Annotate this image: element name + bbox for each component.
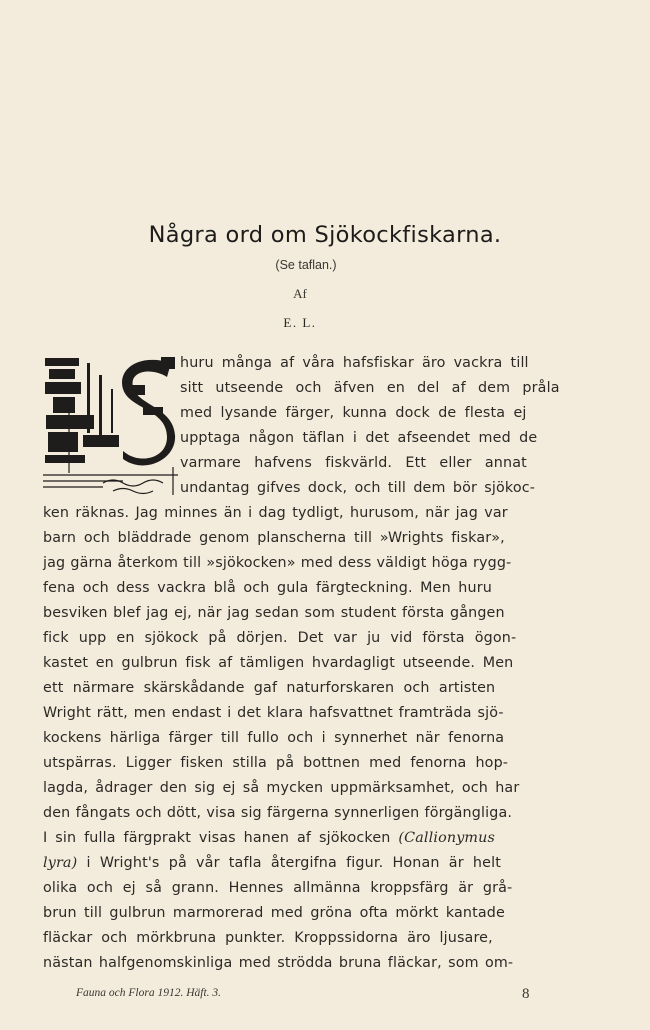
text-line: varmare hafvens fiskvärld. Ett eller annat (180, 455, 527, 471)
text-line: kastet en gulbrun fisk af tämligen hvardagligt utseende. Men (43, 655, 514, 671)
author-prefix: Af (293, 286, 307, 301)
text-line: med lysande färger, kunna dock de flesta ej (180, 405, 527, 421)
latin-name: (Callionymus (398, 830, 495, 846)
text-line: fick upp en sjökock på dörjen. Det var ju vid första ögon- (43, 630, 517, 646)
text-line (43, 830, 495, 846)
text-line: besviken blef jag ej, när jag sedan som student första gången (43, 605, 505, 621)
text-line: brun till gulbrun marmorerad med gröna ofta mörkt kantade (43, 905, 505, 921)
text-line-segment: i Wright's på vår tafla återgifna figur. Honan är helt (86, 855, 501, 871)
author-initials: E. L. (283, 315, 317, 330)
text-line: Wright rätt, men endast i det klara hafsvattnet framträda sjö- (43, 705, 504, 721)
text-line: fena och dess vackra blå och gula färgteckning. Men huru (43, 580, 492, 596)
text-line: barn och bläddrade genom planscherna till »Wrights fiskar», (43, 530, 505, 546)
text-line: huru många af våra hafsfiskar äro vackra till (180, 355, 529, 371)
journal-footer: Fauna och Flora 1912. Häft. 3. (76, 987, 222, 999)
text-line: undantag gifves dock, och till dem bör sjökoc- (180, 480, 536, 496)
text-line: den fångats och dött, visa sig färgerna synnerligen förgängliga. (43, 805, 513, 821)
latin-name: lyra) (43, 855, 78, 871)
text-line: upptaga någon täflan i det afseendet med de (180, 430, 538, 446)
text-line: kockens härliga färger till fullo och i synnerhet när fenorna (43, 730, 505, 746)
article-subtitle: (Se taflan.) (275, 258, 337, 272)
text-line: olika och ej så grann. Hennes allmänna kroppsfärg är grå- (43, 880, 513, 896)
signature-mark: 8 (522, 986, 530, 1002)
text-line: utspärras. Ligger fisken stilla på bottnen med fenorna hop- (43, 755, 509, 771)
text-line-segment: I sin fulla färgprakt visas hanen af sjökocken (43, 830, 391, 846)
text-line: lagda, ådrager den sig ej så mycken uppmärksamhet, och har (43, 780, 520, 796)
text-line: sitt utseende och äfven en del af dem pråla (180, 380, 560, 396)
text-line: ett närmare skärskådande gaf naturforskaren och artisten (43, 680, 496, 696)
text-line: nästan halfgenomskinliga med strödda bruna fläckar, som om- (43, 955, 514, 971)
text-line: jag gärna återkom till »sjökocken» med dess väldigt höga rygg- (43, 555, 512, 571)
text-line: fläckar och mörkbruna punkter. Kroppssidorna äro ljusare, (43, 930, 493, 946)
text-line (43, 855, 501, 871)
text-line: ken räknas. Jag minnes än i dag tydligt, hurusom, när jag var (43, 505, 508, 521)
ornamental-initial-icon (43, 355, 178, 499)
article-title: Några ord om Sjökockfiskarna. (148, 222, 502, 248)
